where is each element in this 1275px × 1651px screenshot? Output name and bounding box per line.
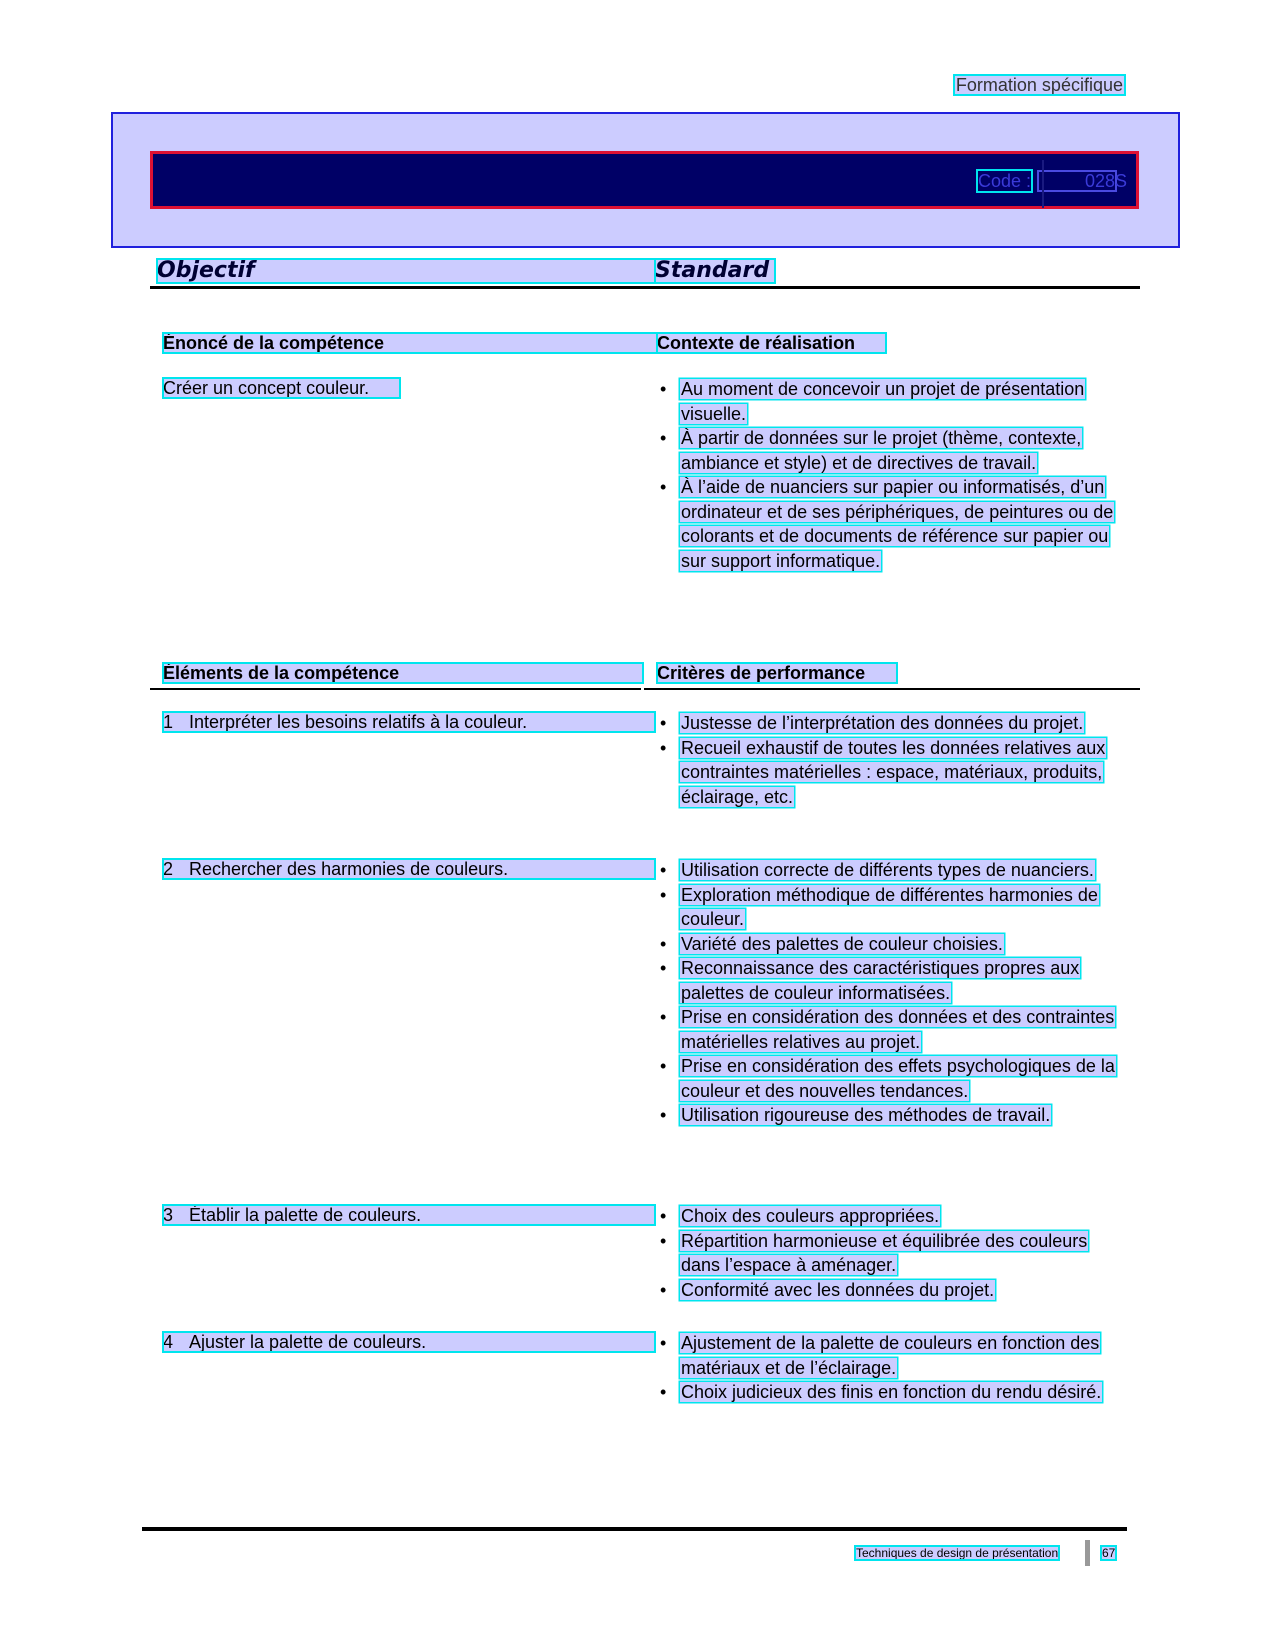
element-number: 3 — [163, 1205, 174, 1225]
footer-program-title: Techniques de design de présentation — [856, 1546, 1059, 1560]
list-item — [658, 1054, 1128, 1103]
enonce-text: Créer un concept couleur. — [163, 378, 400, 398]
page-number: 67 — [1102, 1546, 1116, 1560]
critere-item: Répartition harmonieuse et équilibrée des couleurs dans l’espace à aménager. — [681, 1230, 1088, 1275]
critere-item: Conformité avec les données du projet. — [681, 1279, 995, 1300]
critere-item: Choix judicieux des finis en fonction du rendu désiré. — [681, 1382, 1102, 1402]
critere-item: Prise en considération des effets psychologiques de la couleur et des nouvelles tendances. — [681, 1056, 1115, 1101]
list-item — [658, 1229, 1128, 1278]
critere-item: Prise en considération des données et des contraintes matérielles relatives au projet. — [681, 1007, 1115, 1052]
list-item — [658, 1005, 1128, 1054]
critere-item: Utilisation correcte de différents types de nuanciers. — [681, 860, 1094, 880]
code-label: Code : — [978, 171, 1032, 191]
critere-item: Utilisation rigoureuse des méthodes de travail. — [681, 1105, 1051, 1125]
criteres-list-2 — [658, 858, 1128, 1128]
element-text: Ajuster la palette de couleurs. — [189, 1332, 427, 1352]
objectif-heading: Objectif — [157, 259, 655, 283]
header-rule — [150, 286, 1140, 289]
list-item — [658, 475, 1128, 573]
list-item — [658, 1103, 1128, 1128]
footer-divider — [1085, 1540, 1090, 1566]
list-item — [658, 377, 1128, 426]
element-number: 1 — [163, 712, 174, 732]
contexte-item: À l’aide de nuanciers sur papier ou informatisés, d’un ordinateur et de ses périphériques, de peintures ou de colorants et de documents de référence sur papier ou sur support informatique. — [681, 477, 1114, 571]
element-text: Interpréter les besoins relatifs à la couleur. — [189, 712, 528, 732]
rule-gap — [641, 686, 644, 692]
element-number: 2 — [163, 859, 174, 879]
element-3 — [163, 1205, 655, 1225]
enonce-heading: Énoncé de la compétence — [163, 333, 657, 353]
list-item — [658, 932, 1128, 957]
contexte-heading: Contexte de réalisation — [657, 333, 886, 353]
criteres-heading: Critères de performance — [657, 663, 897, 683]
section-rule — [150, 688, 1140, 690]
list-item — [658, 956, 1128, 1005]
element-2 — [163, 859, 655, 879]
element-4 — [163, 1332, 655, 1352]
criteres-list-1 — [658, 711, 1128, 809]
footer-rule — [142, 1527, 1127, 1531]
list-item — [658, 736, 1128, 810]
critere-item: Recueil exhaustif de toutes les données relatives aux contraintes matérielles : espace, matériaux, produits, éclairage, etc. — [681, 737, 1106, 807]
element-text: Rechercher des harmonies de couleurs. — [189, 859, 509, 879]
list-item — [658, 1331, 1128, 1380]
criteres-list-3 — [658, 1204, 1128, 1302]
standard-heading: Standard — [655, 259, 775, 283]
code-value: 028S — [1085, 171, 1128, 191]
element-text: Établir la palette de couleurs. — [189, 1205, 422, 1225]
section-label: Formation spécifique — [955, 75, 1123, 95]
list-item — [658, 883, 1128, 932]
criteres-list-4 — [658, 1331, 1128, 1405]
list-item — [658, 858, 1128, 883]
list-item — [658, 1204, 1128, 1229]
list-item — [658, 1380, 1128, 1405]
critere-item: Ajustement de la palette de couleurs en fonction des matériaux et de l’éclairage. — [681, 1333, 1100, 1378]
elements-heading: Éléments de la compétence — [163, 663, 643, 683]
critere-item: Reconnaissance des caractéristiques propres aux palettes de couleur informatisées. — [681, 958, 1080, 1003]
critere-item: Justesse de l’interprétation des données du projet. — [681, 713, 1084, 733]
list-item — [658, 426, 1128, 475]
critere-item: Choix des couleurs appropriées. — [681, 1206, 940, 1226]
critere-item: Exploration méthodique de différentes harmonies de couleur. — [681, 884, 1098, 929]
list-item — [658, 711, 1128, 736]
contexte-item: À partir de données sur le projet (thème, contexte, ambiance et style) et de directives de travail. — [681, 428, 1082, 473]
code-divider — [1042, 160, 1044, 208]
element-number: 4 — [163, 1332, 174, 1352]
contexte-list — [658, 377, 1128, 573]
element-1 — [163, 712, 655, 732]
list-item — [658, 1278, 1128, 1303]
critere-item: Variété des palettes de couleur choisies. — [681, 933, 1003, 954]
contexte-item: Au moment de concevoir un projet de présentation visuelle. — [681, 379, 1085, 424]
